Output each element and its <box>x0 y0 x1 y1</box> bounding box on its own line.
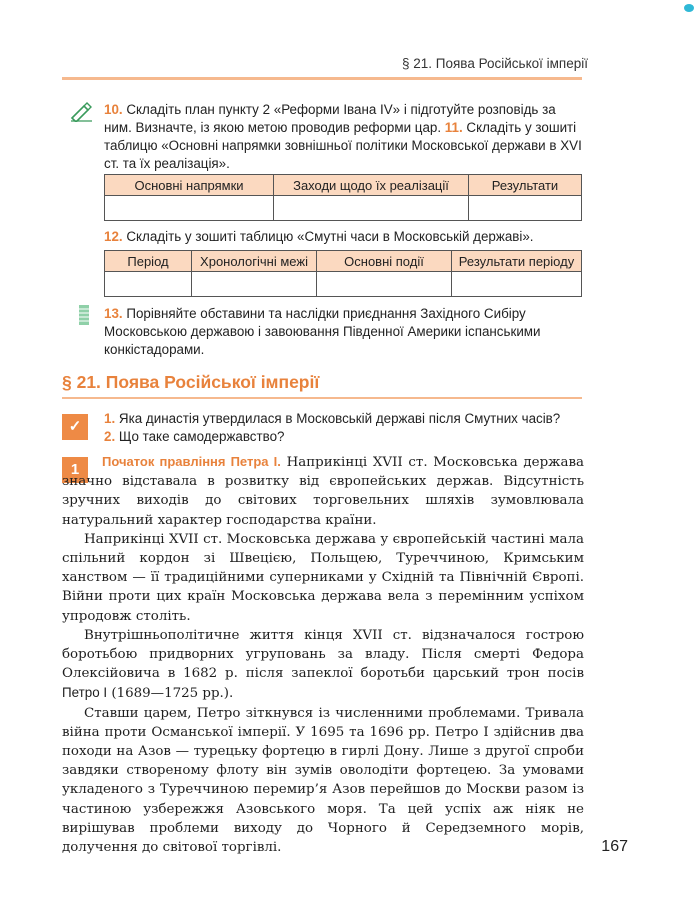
section-divider <box>62 397 582 399</box>
table-cell <box>274 196 469 221</box>
check-icon: ✓ <box>62 414 88 440</box>
table2-header-chronology: Хронологічні межі <box>192 251 317 272</box>
item-subheading: Початок правління Петра І. <box>102 454 281 469</box>
table1-header-measures: Заходи щодо їх реалізації <box>274 175 469 196</box>
running-header: § 21. Поява Російської імперії <box>402 56 588 71</box>
table-row <box>105 196 582 221</box>
table-foreign-policy <box>104 174 582 221</box>
pencil-icon <box>70 102 94 122</box>
section-title: § 21. Поява Російської імперії <box>62 372 320 392</box>
paragraph-4: Ставши царем, Петро зіткнувся із численними проблемами. Тривала війна проти Османської імперії. У 1695 та 1696 рр. Петро І здійснив два походи на Азов — турецьку фортецю в гирлі Дону. Лише з другої спроби завдяки створеному флоту він зумів оволодіти фортецею. За умовами укладеного з Туреччиною перемир’я Азов перейшов до Москви разом із частиною узбережжя Азовського моря. Та цей успіх аж ніяк не вирішував проблеми виходу до Чорного й Середземного морів, долучення до світової торгівлі. <box>62 705 584 856</box>
task-13-number: 13. <box>104 306 123 321</box>
table-cell <box>105 272 192 297</box>
table2-header-period: Період <box>105 251 192 272</box>
task-11-text: Складіть у зошиті таблицю «Основні напрямки зовнішньої політики Московської держави в XVI ст. та їх реалізація». <box>104 120 582 171</box>
paragraph-3-text-a: Внутрішньополітичне життя кінця XVII ст. відзначалося гострою боротьбою придворних угруповань за владу. Після смерті Федора Олексійовича в 1682 р. після запеклої боротьби царський трон посів <box>62 627 584 682</box>
question-2-text: Що таке самодержавство? <box>118 429 285 444</box>
paragraph-3 <box>62 626 584 704</box>
table-cell <box>452 272 582 297</box>
question-1-number: 1. <box>104 411 116 426</box>
table2-header-events: Основні події <box>317 251 452 272</box>
task-11-number: 11. <box>444 120 463 135</box>
paragraph-1-text: Наприкінці XVII ст. Московська держава значно відставала в розвитку від європейських держав. Відсутність зручних виходів до світових торговельних шляхів зумовлювала натуральний характер господарства країни. <box>62 455 584 528</box>
table1-header-directions: Основні напрямки <box>105 175 274 196</box>
item-number-badge: 1 <box>62 457 88 483</box>
task-10-number: 10. <box>104 102 123 117</box>
table1-header-results: Результати <box>469 175 582 196</box>
table-cell <box>105 196 274 221</box>
paragraph-2: Наприкінці XVII ст. Московська держава у європейській частині мала спільний кордон зі Швецією, Польщею, Туреччиною, Кримським ханством — її традиційними суперниками у Східній та Північній Європі. Війни проти цих країн Московська держава вела з перемінним успіхом упродовж століть. <box>62 531 584 624</box>
peter-name: Петро І <box>62 685 108 701</box>
book-icon <box>78 304 90 326</box>
task-13-text: Порівняйте обставини та наслідки приєднання Західного Сибіру Московською державою і завоювання Південної Америки іспанськими конкістадорами. <box>104 306 541 357</box>
paragraph-1 <box>62 452 584 530</box>
paragraph-3-text-b: (1689—1725 рр.). <box>111 686 234 702</box>
warmup-questions <box>104 410 584 446</box>
task-12-number: 12. <box>104 229 123 244</box>
corner-logo <box>684 4 694 12</box>
table-row <box>105 272 582 297</box>
table-troubled-times <box>104 250 582 297</box>
task-12 <box>104 228 584 246</box>
task-10-11 <box>104 101 584 173</box>
header-divider <box>62 77 582 80</box>
question-2-number: 2. <box>104 429 116 444</box>
main-text <box>62 452 584 857</box>
page-number: 167 <box>601 838 628 855</box>
question-1-text: Яка династія утвердилася в Московській державі після Смутних часів? <box>118 411 561 426</box>
table-cell <box>469 196 582 221</box>
task-10-text: Складіть план пункту 2 «Реформи Івана IV» і підготуйте розповідь за ним. Визначте, із якою метою проводив реформи цар. <box>104 102 556 135</box>
task-13 <box>104 305 584 359</box>
table2-header-results: Результати періоду <box>452 251 582 272</box>
table-cell <box>192 272 317 297</box>
table-cell <box>317 272 452 297</box>
task-12-text: Складіть у зошиті таблицю «Смутні часи в Московській державі». <box>126 229 534 244</box>
